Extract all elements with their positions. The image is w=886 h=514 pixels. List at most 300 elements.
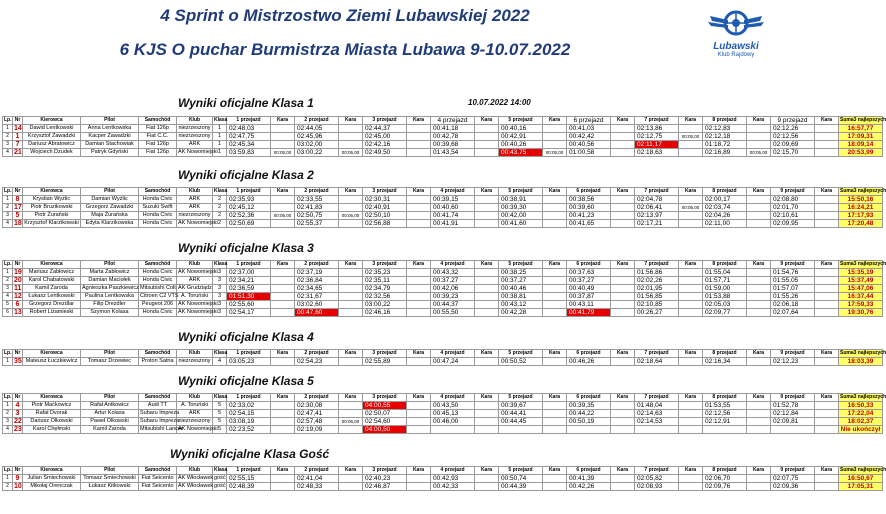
column-header: Kara xyxy=(815,350,839,358)
table-cell: 02:09,69 xyxy=(771,141,815,149)
column-header: Kara xyxy=(475,394,499,402)
table-cell xyxy=(679,285,703,293)
table-cell xyxy=(475,212,499,220)
table-cell: 02:12,75 xyxy=(635,133,679,141)
column-header: Samochód xyxy=(139,261,177,269)
column-header: Klub xyxy=(177,188,213,196)
table-cell: 02:16,89 xyxy=(703,149,747,157)
table-cell: 00:43,32 xyxy=(431,269,475,277)
table-cell: 00:44,41 xyxy=(499,410,543,418)
table-cell xyxy=(475,196,499,204)
table-cell: 20:53,99 xyxy=(839,149,883,157)
table-header-row xyxy=(3,188,883,196)
table-cell: 4 xyxy=(213,358,227,366)
column-header: Kara xyxy=(407,188,431,196)
table-cell: niezrzeszony xyxy=(178,358,211,364)
table-cell xyxy=(611,277,635,285)
table-cell: 4 xyxy=(3,220,13,228)
table-cell xyxy=(475,141,499,149)
table-row xyxy=(3,418,883,426)
table-cell: Anna Lentkowska xyxy=(81,125,139,133)
table-cell: 17:59,33 xyxy=(839,301,883,309)
table-cell: 02:06,18 xyxy=(771,301,815,309)
column-header: 7 przejazd xyxy=(635,261,679,269)
table-cell: 00:42,93 xyxy=(431,475,475,483)
table-cell xyxy=(815,285,839,293)
column-header: Kara xyxy=(339,394,363,402)
table-cell xyxy=(475,204,499,212)
table-cell xyxy=(271,358,295,366)
table-cell xyxy=(815,418,839,426)
table-cell xyxy=(407,141,431,149)
table-row xyxy=(3,141,883,149)
table-cell xyxy=(271,475,295,483)
column-header: 8 przejazd xyxy=(703,467,747,475)
table-cell xyxy=(475,293,499,301)
table-cell: Krzysztof Klarzikowski xyxy=(24,220,79,226)
column-header: Samochód xyxy=(139,117,177,125)
column-header: Kara xyxy=(271,117,295,125)
table-cell xyxy=(747,133,771,141)
column-header: Samochód xyxy=(139,350,177,358)
table-cell: Piotr Maćkowicz xyxy=(23,402,81,410)
table-cell xyxy=(543,410,567,418)
table-cell xyxy=(611,125,635,133)
table-cell: 01:55,26 xyxy=(771,293,815,301)
table-cell xyxy=(611,149,635,157)
table-cell xyxy=(611,212,635,220)
table-cell xyxy=(815,301,839,309)
column-header: Kara xyxy=(611,350,635,358)
table-cell xyxy=(475,149,499,157)
table-cell: 1 xyxy=(3,402,13,410)
table-cell: Piotr Żurański xyxy=(23,212,81,220)
table-cell: 00:39,67 xyxy=(499,402,543,410)
table-cell xyxy=(815,475,839,483)
column-header: Kara xyxy=(407,261,431,269)
table-cell: Honda Civic xyxy=(139,269,177,277)
table-cell: 03:02,60 xyxy=(295,301,339,309)
table-cell xyxy=(747,475,771,483)
table-cell: AK Nowomiejski xyxy=(178,220,218,226)
column-header: 5 przejazd xyxy=(499,261,543,269)
table-cell xyxy=(611,358,635,366)
table-cell xyxy=(475,277,499,285)
table-cell: Marta Zabłowicz xyxy=(81,269,139,277)
column-header: Kara xyxy=(747,467,771,475)
table-cell: AK Nowomiejski xyxy=(178,149,218,155)
table-cell: 15:50,16 xyxy=(839,196,883,204)
table-cell xyxy=(407,133,431,141)
column-header: Kara xyxy=(679,117,703,125)
column-header: 8 przejazd xyxy=(703,261,747,269)
table-cell xyxy=(815,277,839,285)
column-header: 9 przejazd xyxy=(771,261,815,269)
column-header: Lp. xyxy=(4,350,12,356)
table-cell xyxy=(407,196,431,204)
table-cell: 00:05,00 xyxy=(679,204,703,212)
column-header: Kara xyxy=(679,467,703,475)
column-header: Kara xyxy=(815,467,839,475)
table-cell: 00:37,87 xyxy=(567,293,611,301)
column-header: 5 przejazd xyxy=(499,117,543,125)
column-header: Kara xyxy=(475,117,499,125)
table-cell: 02:50,75 xyxy=(295,212,339,220)
table-cell xyxy=(271,277,295,285)
table-cell: 02:12,83 xyxy=(703,125,747,133)
table-cell xyxy=(271,269,295,277)
table-cell xyxy=(475,309,499,317)
class-title: Wyniki oficjalne Klasa 4 xyxy=(178,330,314,344)
table-cell xyxy=(543,402,567,410)
column-header: 3 przejazd xyxy=(363,394,407,402)
table-cell: 02:13,97 xyxy=(635,212,679,220)
table-cell: 02:48,03 xyxy=(227,125,271,133)
table-cell: 12 xyxy=(14,293,22,300)
table-cell: 3 xyxy=(213,285,227,293)
table-cell xyxy=(543,196,567,204)
column-header: Lp. xyxy=(4,261,12,267)
table-cell: 02:23,52 xyxy=(227,426,271,434)
table-cell xyxy=(747,293,771,301)
column-header: Nr xyxy=(13,394,23,402)
table-cell: 00:39,30 xyxy=(499,204,543,212)
table-cell xyxy=(339,269,363,277)
table-cell: 00:42,00 xyxy=(499,212,543,220)
table-cell xyxy=(339,204,363,212)
table-cell: 02:12,26 xyxy=(771,125,815,133)
column-header: Kara xyxy=(679,188,703,196)
table-cell xyxy=(815,358,839,366)
column-header: Kierowca xyxy=(23,117,81,125)
table-cell: Tomasz Drzewiec xyxy=(81,358,139,366)
table-cell xyxy=(679,196,703,204)
column-header: Nr xyxy=(13,261,23,269)
column-header: Klasa xyxy=(214,188,228,194)
table-cell xyxy=(611,269,635,277)
column-header: 9 przejazd xyxy=(771,188,815,196)
table-cell: Honda Civic xyxy=(139,196,177,204)
table-cell: Krzysztof Zawadzki xyxy=(23,133,81,141)
column-header: Suma3 najlepszych xyxy=(840,350,886,356)
table-row xyxy=(3,410,883,418)
table-cell: 17:22,04 xyxy=(839,410,883,418)
table-cell: 02:04,26 xyxy=(703,212,747,220)
table-cell: 01:57,07 xyxy=(771,285,815,293)
table-cell: 02:36,84 xyxy=(295,277,339,285)
table-cell: 21 xyxy=(14,149,22,156)
table-cell: 02:09,36 xyxy=(771,483,815,491)
table-cell xyxy=(679,125,703,133)
table-cell: 00:44,45 xyxy=(499,418,543,426)
table-cell: 02:06,70 xyxy=(703,475,747,483)
table-cell xyxy=(679,418,703,426)
column-header: Kara xyxy=(747,394,771,402)
table-header-row xyxy=(3,394,883,402)
table-cell: AK Nowomiejski xyxy=(178,426,218,432)
column-header: Pilot xyxy=(81,117,139,125)
table-cell xyxy=(543,204,567,212)
table-cell: AK Nowomiejski xyxy=(178,301,218,307)
table-header-row xyxy=(3,261,883,269)
column-header: 4 przejazd xyxy=(431,350,475,358)
table-cell: 02:48,39 xyxy=(227,483,271,491)
table-cell: 01:51,30 xyxy=(227,293,271,301)
table-cell: 00:47,24 xyxy=(431,358,475,366)
table-cell xyxy=(747,212,771,220)
table-cell: 00:05,00 xyxy=(679,133,703,141)
table-cell: 00:41,74 xyxy=(431,212,475,220)
table-row xyxy=(3,277,883,285)
table-cell xyxy=(543,293,567,301)
table-cell: 02:12,84 xyxy=(771,410,815,418)
table-cell: Subaru Impreza xyxy=(140,418,180,424)
table-cell: 00:42,42 xyxy=(567,133,611,141)
column-header: 8 przejazd xyxy=(703,188,747,196)
table-cell xyxy=(271,220,295,228)
table-cell xyxy=(271,418,295,426)
table-row xyxy=(3,269,883,277)
table-cell: Edyta Klarzikowska xyxy=(81,220,139,228)
table-cell xyxy=(339,475,363,483)
table-cell xyxy=(407,125,431,133)
table-row xyxy=(3,285,883,293)
table-cell: 02:54,60 xyxy=(363,418,407,426)
table-cell: 01:18,72 xyxy=(703,141,747,149)
column-header: 1 przejazd xyxy=(227,394,271,402)
table-cell: 00:37,27 xyxy=(431,277,475,285)
table-row xyxy=(3,402,883,410)
column-header: Kara xyxy=(271,350,295,358)
event-subtitle: 6 KJS O puchar Burmistrza Miasta Lubawa 9-10.07.2022 xyxy=(119,40,571,59)
table-cell xyxy=(679,269,703,277)
table-cell xyxy=(747,285,771,293)
table-cell: Maja Żurańska xyxy=(81,212,139,220)
column-header: 4 przejazd xyxy=(431,394,475,402)
column-header: Kara xyxy=(271,467,295,475)
table-cell: 00:40,49 xyxy=(567,285,611,293)
table-cell: 2 xyxy=(213,204,227,212)
results-table xyxy=(2,349,886,366)
table-cell xyxy=(407,204,431,212)
table-cell xyxy=(475,301,499,309)
column-header: Nr xyxy=(13,350,23,358)
table-header-row xyxy=(3,350,883,358)
column-header: Kara xyxy=(543,394,567,402)
table-cell xyxy=(747,141,771,149)
column-header: Kara xyxy=(611,117,635,125)
column-header: 2 przejazd xyxy=(295,394,339,402)
table-cell: 02:33,55 xyxy=(295,196,339,204)
club-logo xyxy=(706,4,766,64)
table-cell: 00:42,28 xyxy=(499,309,543,317)
table-cell xyxy=(679,277,703,285)
table-cell xyxy=(339,285,363,293)
column-header: Pilot xyxy=(81,261,139,269)
table-cell: 3 xyxy=(213,309,227,317)
table-cell: Robert Liżamieski xyxy=(23,309,81,317)
table-cell: 02:42,16 xyxy=(363,141,407,149)
table-cell: 00:39,35 xyxy=(567,402,611,410)
table-cell: 02:11,17 xyxy=(635,141,679,149)
table-cell: 15:35,19 xyxy=(839,269,883,277)
table-cell: Wojciech Dzudek xyxy=(23,149,81,157)
table-cell: 00:05,00 xyxy=(339,149,363,157)
table-cell xyxy=(475,418,499,426)
table-cell xyxy=(747,426,771,434)
table-row xyxy=(3,358,883,366)
column-header: 5 przejazd xyxy=(499,467,543,475)
column-header: Kara xyxy=(815,261,839,269)
table-cell xyxy=(815,204,839,212)
table-cell: Peugeot 206 xyxy=(139,301,177,309)
table-cell: 00:38,25 xyxy=(499,269,543,277)
column-header: Klub xyxy=(177,350,213,358)
table-cell xyxy=(407,483,431,491)
class-title: Wyniki oficjalne Klasa 2 xyxy=(178,168,314,182)
class-title: Wyniki oficjalne Klasa 3 xyxy=(178,241,314,255)
table-cell xyxy=(407,410,431,418)
table-cell xyxy=(271,483,295,491)
table-cell: 02:13,86 xyxy=(635,125,679,133)
table-cell: gość xyxy=(214,483,226,489)
table-cell: 02:15,70 xyxy=(771,149,815,157)
table-cell: 7 xyxy=(13,141,23,149)
table-cell: 02:40,23 xyxy=(363,475,407,483)
table-cell: Fiat Seicento xyxy=(139,483,177,491)
table-cell: 02:09,95 xyxy=(771,220,815,228)
table-cell xyxy=(815,133,839,141)
table-cell: 02:12,23 xyxy=(771,358,815,366)
table-cell xyxy=(339,358,363,366)
class-title: Wyniki oficjalne Klasa 5 xyxy=(178,374,314,388)
table-cell: ARK xyxy=(177,196,213,204)
table-cell: 02:37,19 xyxy=(295,269,339,277)
table-cell: 02:47,41 xyxy=(295,410,339,418)
table-row xyxy=(3,196,883,204)
table-cell: 02:05,82 xyxy=(635,475,679,483)
table-cell: 9 xyxy=(13,475,23,483)
table-cell: Nie ukończył xyxy=(839,426,883,434)
column-header: 8 przejazd xyxy=(703,394,747,402)
table-cell xyxy=(271,285,295,293)
table-cell: 02:01,95 xyxy=(635,285,679,293)
table-row xyxy=(3,426,883,434)
table-cell xyxy=(815,212,839,220)
table-cell xyxy=(611,220,635,228)
table-cell: 02:45,12 xyxy=(227,204,271,212)
table-cell xyxy=(271,309,295,317)
table-cell xyxy=(475,483,499,491)
table-cell: Suzuki Swift xyxy=(139,204,177,212)
table-cell: 35 xyxy=(14,358,22,365)
table-cell: Rafał Antkowicz xyxy=(81,402,139,410)
table-cell: 00:05,00 xyxy=(747,149,771,157)
column-header: Kara xyxy=(543,350,567,358)
table-cell: 02:07,75 xyxy=(771,475,815,483)
table-cell: 03:02,00 xyxy=(295,141,339,149)
table-cell xyxy=(815,149,839,157)
table-cell xyxy=(567,426,611,434)
table-cell: 02:35,93 xyxy=(227,196,271,204)
table-cell: 00:38,81 xyxy=(499,293,543,301)
column-header: Pilot xyxy=(81,394,139,402)
table-cell: Paweł Olkowski xyxy=(81,418,139,426)
table-cell: Honda Civic xyxy=(139,309,177,317)
table-cell xyxy=(747,269,771,277)
table-cell: 00:50,19 xyxy=(567,418,611,426)
table-cell: 02:41,04 xyxy=(295,475,339,483)
table-cell: 2 xyxy=(3,133,13,141)
table-cell xyxy=(475,358,499,366)
table-cell: 02:12,56 xyxy=(771,133,815,141)
table-cell: Paulina Lentkowska xyxy=(81,293,139,301)
table-cell: 15:37,49 xyxy=(839,277,883,285)
table-cell: 02:37,00 xyxy=(227,269,271,277)
table-cell: 00:38,91 xyxy=(499,196,543,204)
column-header: Kara xyxy=(475,188,499,196)
table-cell xyxy=(543,133,567,141)
column-header: 7 przejazd xyxy=(635,467,679,475)
table-cell: 02:50,10 xyxy=(363,212,407,220)
table-cell xyxy=(339,483,363,491)
table-cell: 19 xyxy=(14,269,22,276)
table-cell: 02:30,31 xyxy=(363,196,407,204)
table-cell: 11 xyxy=(14,285,22,292)
column-header: 1 przejazd xyxy=(227,350,271,358)
table-cell: 02:02,26 xyxy=(635,277,679,285)
table-cell: 4 xyxy=(3,426,13,434)
column-header: Kara xyxy=(611,261,635,269)
table-cell: A. Toruński xyxy=(177,402,213,410)
table-cell: 3 xyxy=(213,269,227,277)
column-header: Klasa xyxy=(214,394,228,400)
winged-wheel-icon xyxy=(706,4,766,42)
table-cell: 16:50,33 xyxy=(839,402,883,410)
column-header: 6 przejazd xyxy=(567,350,611,358)
table-cell: 1 xyxy=(213,133,227,141)
table-cell: 02:08,93 xyxy=(635,483,679,491)
column-header: Kara xyxy=(543,467,567,475)
column-header: 3 przejazd xyxy=(363,188,407,196)
table-cell: 17:09,31 xyxy=(839,133,883,141)
table-cell: 1 xyxy=(3,269,13,277)
table-cell: 5 xyxy=(213,402,227,410)
table-cell: 15:47,06 xyxy=(839,285,883,293)
table-cell: 02:31,67 xyxy=(295,293,339,301)
column-header: Kara xyxy=(339,261,363,269)
table-cell: 10 xyxy=(14,483,22,490)
table-cell xyxy=(339,410,363,418)
table-cell xyxy=(407,426,431,434)
table-cell xyxy=(679,212,703,220)
table-cell: 14 xyxy=(14,125,22,132)
column-header: 9 przejazd xyxy=(771,394,815,402)
table-cell: 4 xyxy=(3,149,13,157)
column-header: Klasa xyxy=(214,350,228,356)
table-cell: 02:52,36 xyxy=(227,212,271,220)
table-cell xyxy=(611,141,635,149)
column-header: 1 przejazd xyxy=(227,467,271,475)
column-header: 7 przejazd xyxy=(635,117,679,125)
table-cell: 1 xyxy=(213,149,227,157)
table-cell xyxy=(271,426,295,434)
table-cell: Grzegorz Drezdlar xyxy=(23,301,81,309)
table-cell: Grzegorz Zawadzki xyxy=(81,204,139,212)
table-cell xyxy=(407,212,431,220)
table-row xyxy=(3,301,883,309)
table-cell: Patryk Gdyński xyxy=(81,149,139,157)
